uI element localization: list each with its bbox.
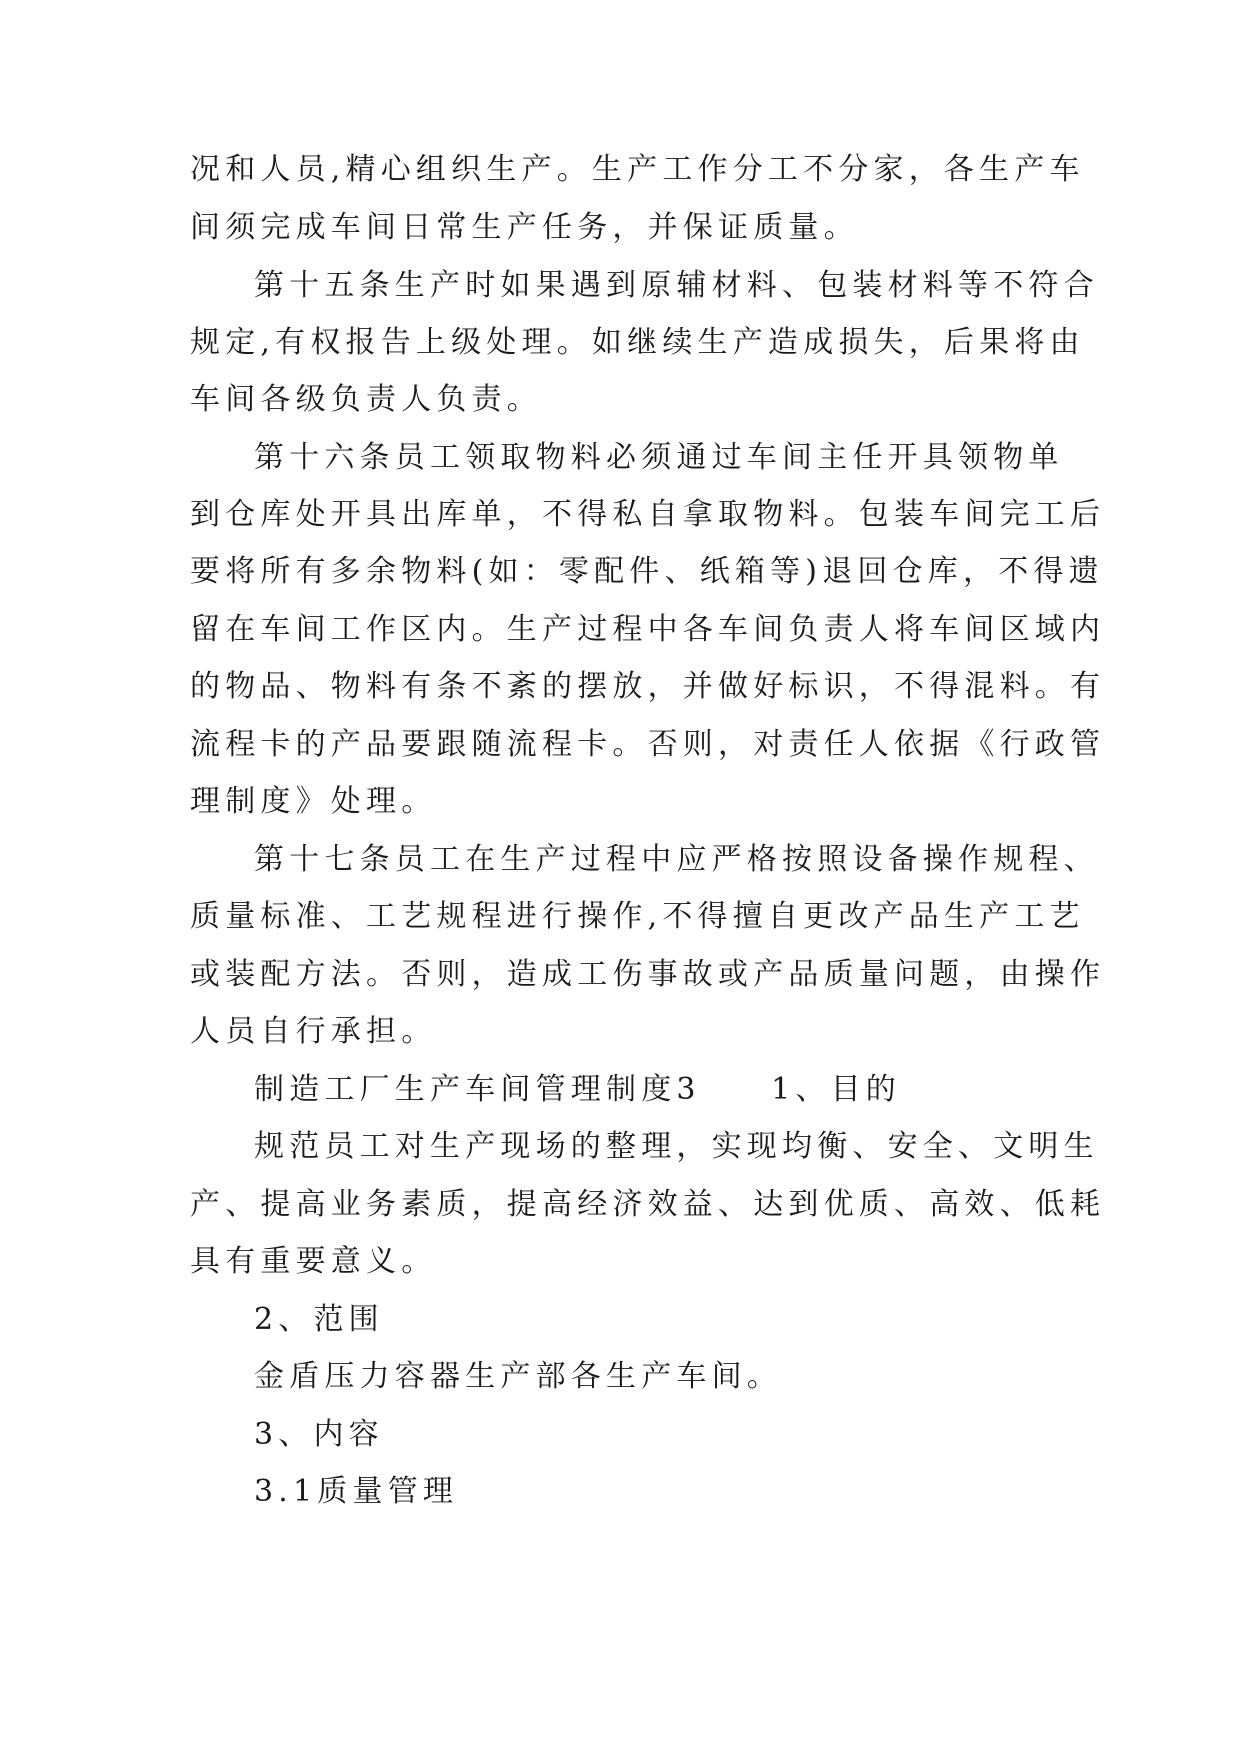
text-line: 到仓库处开具出库单，不得私自拿取物料。包装车间完工后 [190,497,1106,532]
section-heading: 制造工厂生产车间管理制度3 1、目的 [254,1072,901,1107]
text-line: 规范员工对生产现场的整理，实现均衡、安全、文明生 [254,1129,1099,1164]
text-line: 规定,有权报告上级处理。如继续生产造成损失，后果将由 [190,325,1085,360]
section-heading: 2、范围 [254,1302,384,1337]
text-line: 或装配方法。否则，造成工伤事故或产品质量问题，由操作 [190,957,1106,992]
text-line: 要将所有多余物料(如：零配件、纸箱等)退回仓库，不得遗 [190,554,1104,589]
text-line: 车间各级负责人负责。 [190,382,542,417]
text-line: 金盾压力容器生产部各生产车间。 [254,1359,782,1394]
text-line: 第十五条生产时如果遇到原辅材料、包装材料等不符合 [254,268,1099,303]
text-line: 产、提高业务素质，提高经济效益、达到优质、高效、低耗 [190,1187,1106,1222]
section-heading: 3、内容 [254,1417,384,1452]
text-line: 具有重要意义。 [190,1244,437,1279]
section-heading: 3.1质量管理 [254,1474,459,1509]
text-line: 的物品、物料有条不紊的摆放，并做好标识，不得混料。有 [190,669,1106,704]
text-line: 况和人员,精心组织生产。生产工作分工不分家，各生产车 [190,152,1085,187]
text-line: 间须完成车间日常生产任务，并保证质量。 [190,210,859,245]
text-line: 留在车间工作区内。生产过程中各车间负责人将车间区域内 [190,612,1106,647]
text-line: 质量标准、工艺规程进行操作,不得擅自更改产品生产工艺 [190,899,1085,934]
text-line: 第十六条员工领取物料必须通过车间主任开具领物单 [254,440,1064,475]
text-line: 理制度》处理。 [190,784,437,819]
text-line: 人员自行承担。 [190,1014,437,1049]
text-line: 第十七条员工在生产过程中应严格按照设备操作规程、 [254,842,1099,877]
text-line: 流程卡的产品要跟随流程卡。否则，对责任人依据《行政管 [190,727,1106,762]
